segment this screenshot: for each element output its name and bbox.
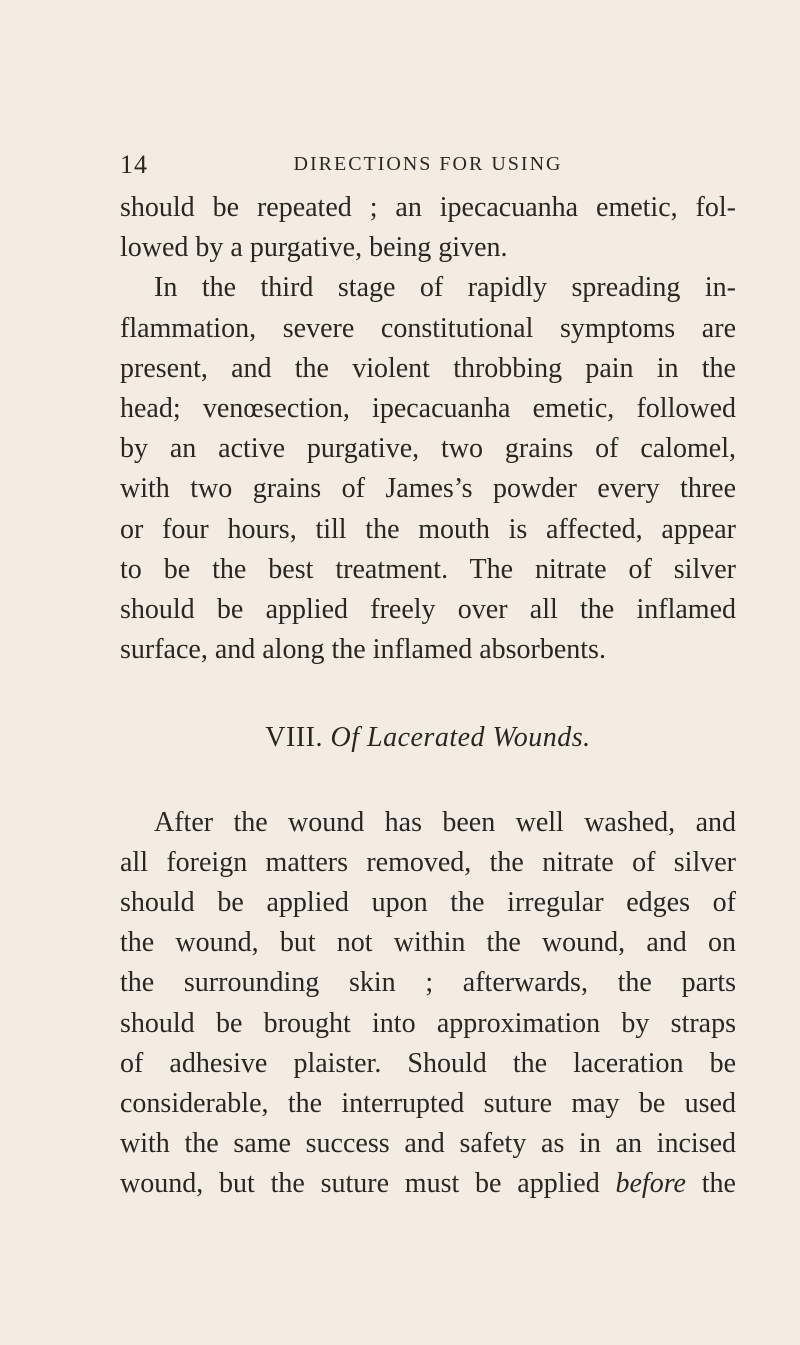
body-text: [120, 188, 736, 1205]
text-line: with two grains of James’s powder every three: [120, 473, 736, 505]
paragraph-lacerated-wounds: [120, 803, 736, 1205]
text-line: with the same success and safety as in an incised: [120, 1128, 736, 1160]
text-line: present, and the violent throbbing pain in the: [120, 352, 736, 384]
text-line: head; venœsection, ipecacuanha emetic, followed: [120, 393, 736, 425]
text-line: should be repeated ; an ipecacuanha emetic, fol-: [120, 192, 736, 223]
text-line: surface, and along the inflamed absorbents.: [120, 634, 606, 666]
paragraph-continuation: [120, 188, 736, 268]
text-line: In the third stage of rapidly spreading in-: [154, 272, 736, 304]
emphasis-text: before: [615, 1168, 686, 1200]
text-line: should be applied upon the irregular edges of: [120, 887, 736, 919]
page-header: [120, 150, 736, 180]
text-line: all foreign matters removed, the nitrate of silver: [120, 846, 736, 878]
text-line: the surrounding skin ; afterwards, the parts: [120, 967, 736, 999]
section-number: VIII.: [265, 722, 323, 754]
section-title: Of Lacerated Wounds.: [330, 722, 591, 754]
text-line: to be the best treatment. The nitrate of silver: [120, 553, 736, 585]
text-line: considerable, the interrupted suture may be used: [120, 1088, 736, 1120]
text-line-last: [120, 1164, 736, 1204]
text-line: the wound, but not within the wound, and on: [120, 927, 736, 959]
text-fragment: the: [685, 1168, 736, 1200]
text-line: by an active purgative, two grains of calomel,: [120, 433, 736, 465]
text-line: should be brought into approximation by straps: [120, 1007, 736, 1039]
text-fragment: wound, but the suture must be applied: [120, 1168, 616, 1200]
paragraph-third-stage: [120, 268, 736, 670]
running-head: DIRECTIONS FOR USING: [293, 153, 563, 175]
text-line: After the wound has been well washed, and: [154, 806, 736, 838]
text-line: or four hours, till the mouth is affected, appear: [120, 513, 736, 545]
text-line: of adhesive plaister. Should the laceration be: [120, 1047, 736, 1079]
section-heading: [120, 718, 736, 758]
text-line: lowed by a purgative, being given.: [120, 232, 508, 264]
text-line: should be applied freely over all the inflamed: [120, 594, 736, 626]
text-line: flammation, severe constitutional symptoms are: [120, 312, 736, 344]
page-number: 14: [120, 150, 148, 179]
